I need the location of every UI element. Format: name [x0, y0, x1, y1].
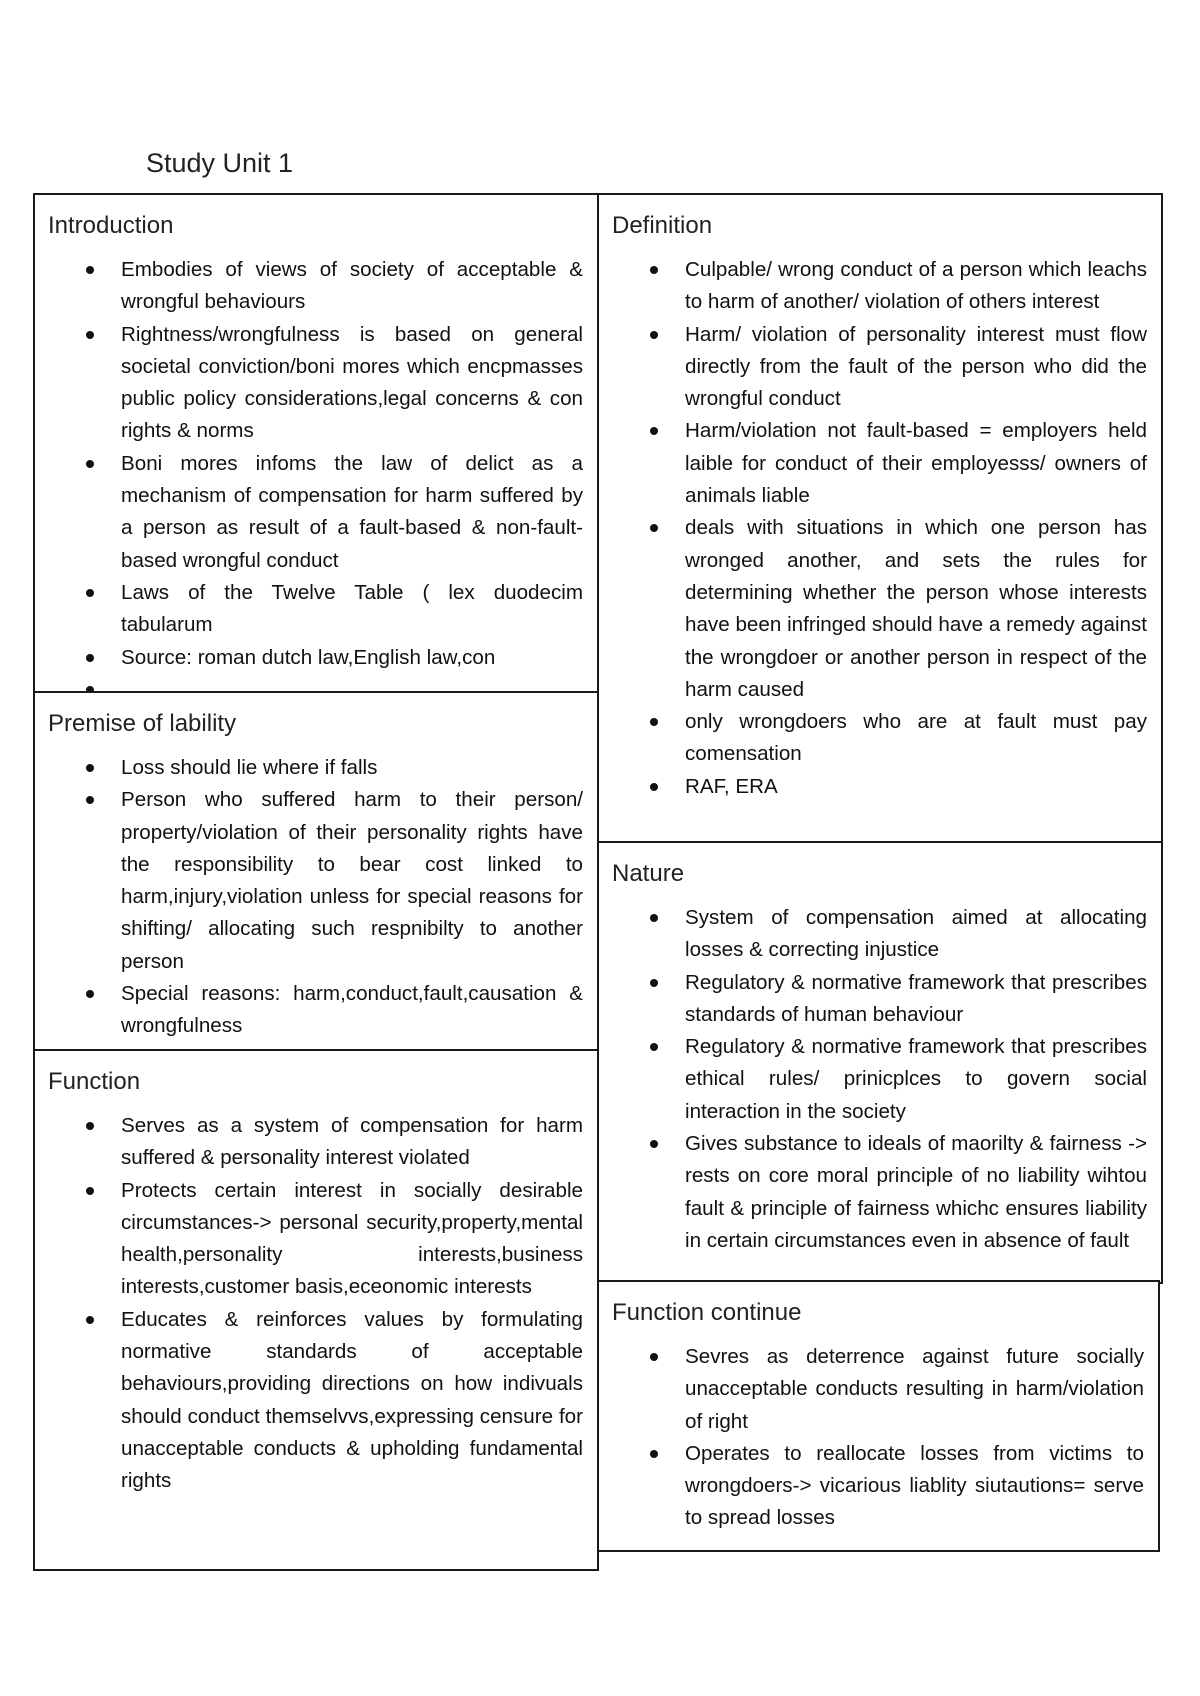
definition-heading: Definition — [612, 212, 713, 239]
list-item: System of compensation aimed at allocating losses & correcting injustice — [599, 902, 1161, 967]
empty-list-item — [35, 674, 597, 686]
definition-box — [597, 193, 1163, 843]
list-item: Person who suffered harm to their person/ property/violation of their personality rights have the responsibility to bear cost linked to harm,injury,violation unless for special reasons for shifting/ allocating such respnibilty to another person — [35, 784, 597, 978]
list-item: Culpable/ wrong conduct of a person which leachs to harm of another/ violation of others interest — [599, 254, 1161, 319]
introduction-heading: Introduction — [48, 212, 174, 239]
list-item: deals with situations in which one person has wronged another, and sets the rules for determining whether the person whose interests have been infringed should have a remedy against the wrongdoer or another person in respect of the harm caused — [599, 512, 1161, 706]
list-item: Special reasons: harm,conduct,fault,causation & wrongfulness — [35, 978, 597, 1043]
list-item: Boni mores infoms the law of delict as a mechanism of compensation for harm suffered by a person as result of a fault-based & non-fault-based wrongful conduct — [35, 448, 597, 577]
list-item: Sevres as deterrence against future socially unacceptable conducts resulting in harm/violation of right — [599, 1341, 1158, 1438]
list-item: Harm/violation not fault-based = employers held laible for conduct of their employesss/ owners of animals liable — [599, 415, 1161, 512]
list-item: Loss should lie where if falls — [35, 752, 597, 784]
list-item: Gives substance to ideals of maorilty & fairness -> rests on core moral principle of no liability wihtou fault & principle of fairness whichc ensures liability in certain circumstances even in absence of fault — [599, 1128, 1161, 1257]
list-item: Regulatory & normative framework that prescribes ethical rules/ prinicplces to govern social interaction in the society — [599, 1031, 1161, 1128]
function-heading: Function — [48, 1068, 141, 1095]
introduction-list — [35, 254, 597, 686]
definition-list — [599, 254, 1161, 803]
list-item: RAF, ERA — [599, 771, 1161, 803]
page-title: Study Unit 1 — [146, 148, 294, 178]
list-item: Educates & reinforces values by formulating normative standards of acceptable behaviours,providing directions on how indivuals should conduct themselvvs,expressing censure for unacceptable conducts & upholding fundamental rights — [35, 1304, 597, 1498]
list-item: Laws of the Twelve Table ( lex duodecim tabularum — [35, 577, 597, 642]
premise-box — [33, 691, 599, 1053]
introduction-box — [33, 193, 599, 693]
list-item: Regulatory & normative framework that prescribes standards of human behaviour — [599, 967, 1161, 1032]
list-item: Harm/ violation of personality interest must flow directly from the fault of the person who did the wrongful conduct — [599, 319, 1161, 416]
function-continue-list — [599, 1341, 1158, 1535]
premise-heading: Premise of lability — [48, 710, 237, 737]
list-item: only wrongdoers who are at fault must pay comensation — [599, 706, 1161, 771]
nature-heading: Nature — [612, 860, 685, 887]
list-item: Serves as a system of compensation for harm suffered & personality interest violated — [35, 1110, 597, 1175]
nature-list — [599, 902, 1161, 1257]
nature-box — [597, 841, 1163, 1284]
function-box — [33, 1049, 599, 1571]
list-item: Operates to reallocate losses from victims to wrongdoers-> vicarious liablity siutautions= serve to spread losses — [599, 1438, 1158, 1535]
list-item: Protects certain interest in socially desirable circumstances-> personal security,property,mental health,personality interests,business interests,customer basis,eceonomic interests — [35, 1175, 597, 1304]
function-list — [35, 1110, 597, 1498]
function-continue-heading: Function continue — [612, 1299, 802, 1326]
list-item: Source: roman dutch law,English law,con — [35, 642, 597, 674]
list-item: Embodies of views of society of acceptable & wrongful behaviours — [35, 254, 597, 319]
premise-list — [35, 752, 597, 1043]
list-item: Rightness/wrongfulness is based on general societal conviction/boni mores which encpmasses public policy considerations,legal concerns & con rights & norms — [35, 319, 597, 448]
function-continue-box — [597, 1280, 1160, 1552]
